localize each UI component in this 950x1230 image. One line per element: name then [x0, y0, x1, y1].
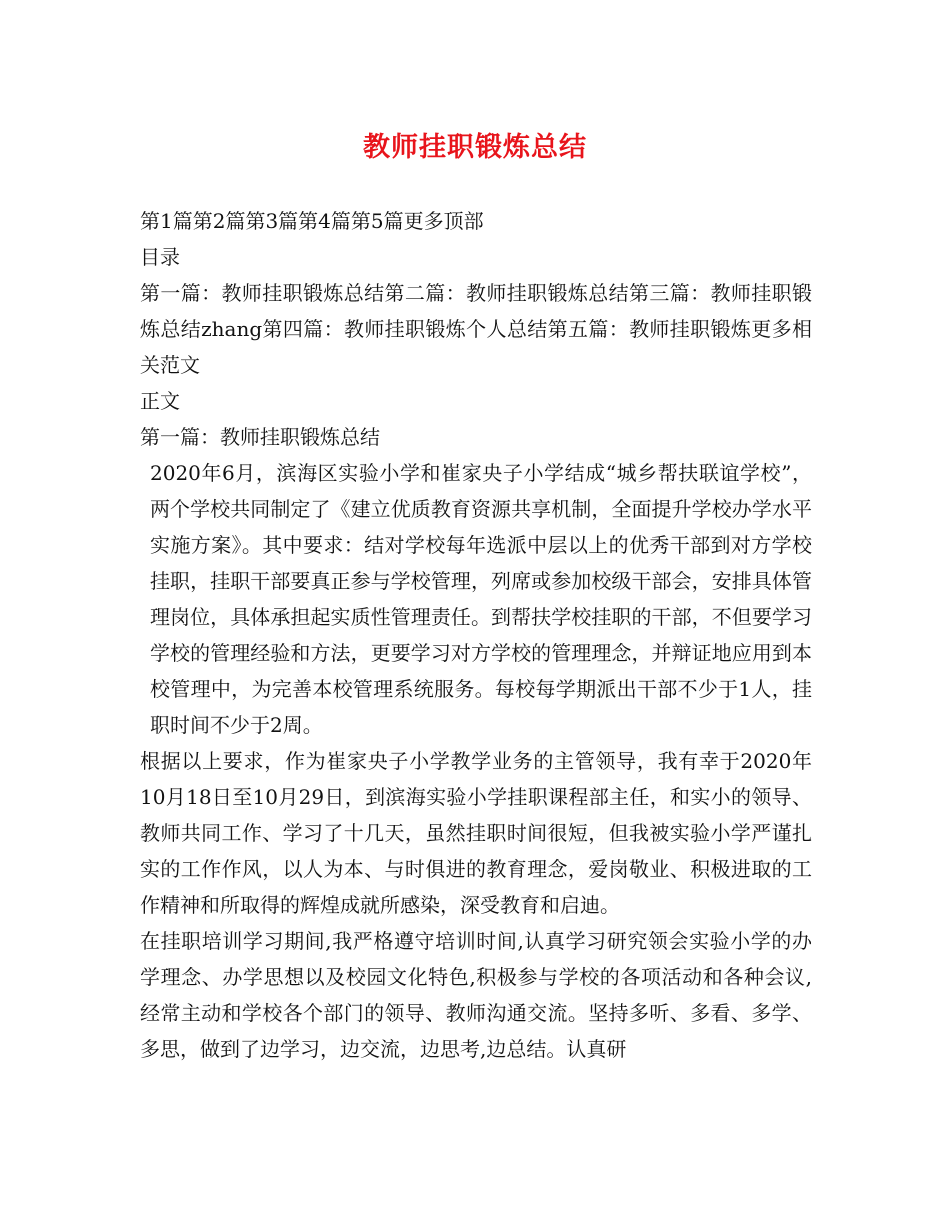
toc-text: 第一篇：教师挂职锻炼总结第二篇：教师挂职锻炼总结第三篇：教师挂职锻炼总结zhang第四篇：教师挂职锻炼个人总结第五篇：教师挂职锻炼更多相关范文 — [140, 281, 812, 377]
paragraph-2: 根据以上要求，作为崔家央子小学教学业务的主管领导，我有幸于2020年10月18日至10月29日，到滨海实验小学挂职课程部主任，和实小的领导、教师共同工作、学习了十几天，虽然挂职时间很短，但我被实验小学严谨扎实的工作作风，以人为本、与时俱进的教育理念，爱岗敬业、积极进取的工作精神和所取得的辉煌成就所感染，深受教育和启迪。 — [140, 749, 812, 917]
document-body — [140, 203, 812, 1067]
nav-line: 第1篇第2篇第3篇第4篇第5篇更多顶部 — [140, 209, 484, 233]
toc-heading: 目录 — [140, 245, 180, 269]
paragraph-1: 2020年6月，滨海区实验小学和崔家央子小学结成“城乡帮扶联谊学校”，两个学校共同制定了《建立优质教育资源共享机制，全面提升学校办学水平实施方案》。其中要求：结对学校每年选派中层以上的优秀干部到对方学校挂职，挂职干部要真正参与学校管理，列席或参加校级干部会，安排具体管理岗位，具体承担起实质性管理责任。到帮扶学校挂职的干部，不但要学习学校的管理经验和方法，更要学习对方学校的管理理念，并辩证地应用到本校管理中，为完善本校管理系统服务。每校每学期派出干部不少于1人，挂职时间不少于2周。 — [150, 461, 812, 737]
paragraph-3: 在挂职培训学习期间,我严格遵守培训时间,认真学习研究领会实验小学的办学理念、办学思想以及校园文化特色,积极参与学校的各项活动和各种会议,经常主动和学校各个部门的领导、教师沟通交流。坚持多听、多看、多学、多思，做到了边学习，边交流，边思考,边总结。认真研 — [140, 929, 812, 1061]
document-title: 教师挂职锻炼总结 — [363, 132, 587, 163]
section-heading: 第一篇：教师挂职锻炼总结 — [140, 425, 380, 449]
body-heading: 正文 — [140, 389, 180, 413]
